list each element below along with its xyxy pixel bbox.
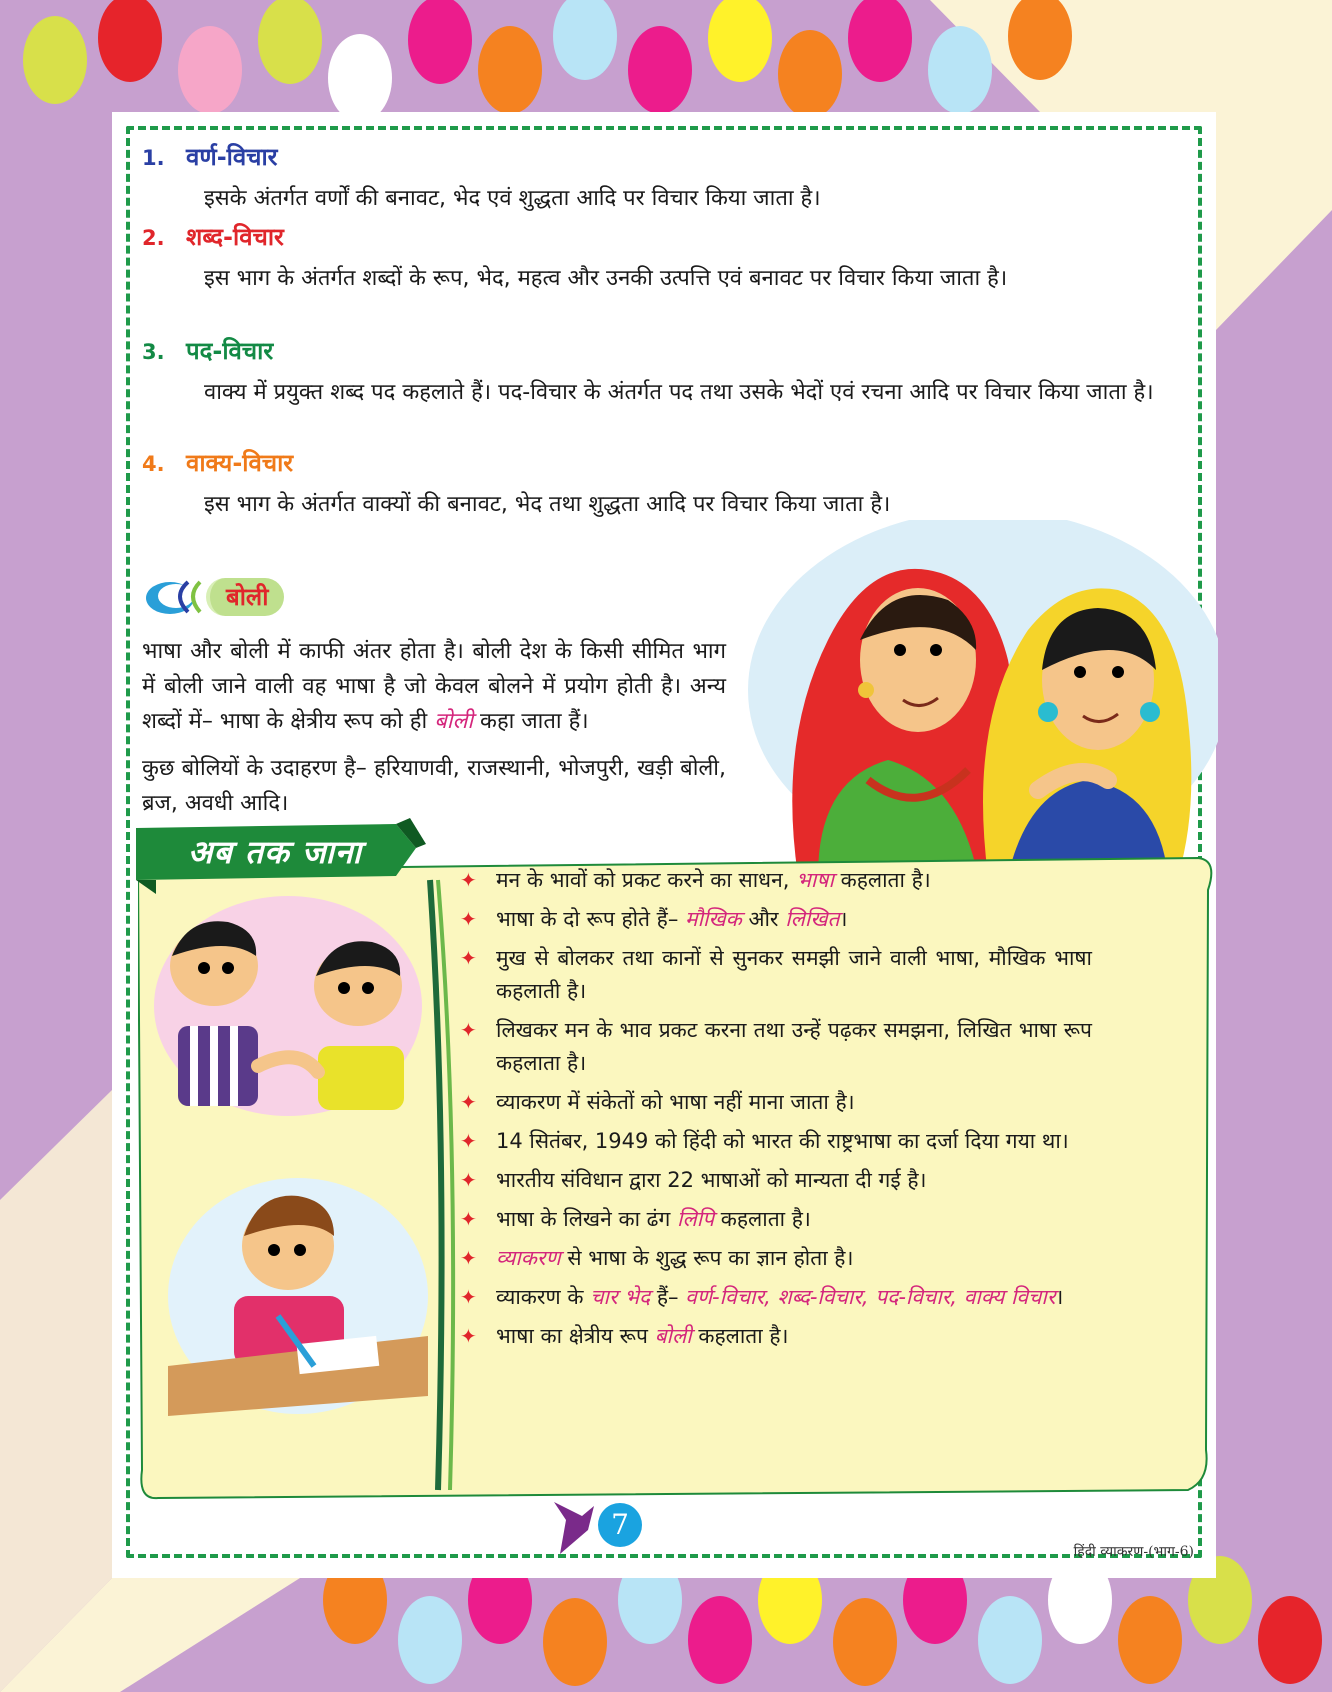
diamond-star-icon: ✦ [460,1168,477,1192]
emphasis-word: लिपि [677,1207,715,1231]
text-run: व्याकरण के [496,1285,591,1309]
text-run: कहा जाता हैं। [473,709,589,734]
section-title: वर्ण-विचार [186,143,278,171]
text-run: भाषा के लिखने का ढंग [496,1207,678,1231]
content-page [112,112,1216,1578]
emphasis-word: भाषा [796,868,834,892]
list-item [458,1086,1092,1119]
list-item [458,1320,1092,1353]
text-run: भाषा का क्षेत्रीय रूप [496,1324,655,1348]
list-item [458,1242,1092,1275]
list-item [458,903,1092,936]
swirl-icon [142,576,212,618]
section-body: वाक्य में प्रयुक्त शब्द पद कहलाते हैं। पद-विचार के अंतर्गत पद तथा उसके भेदों एवं रचना आदि पर विचार किया जाता है। [204,380,1154,405]
illustration-children [148,896,428,1456]
section-vakya-vichar [142,446,1194,523]
text-run: मन के भावों को प्रकट करने का साधन, [496,868,797,892]
section-body: इसके अंतर्गत वर्णों की बनावट, भेद एवं शुद्धता आदि पर विचार किया जाता है। [204,186,821,211]
page-number: 7 [611,1508,629,1541]
diamond-star-icon: ✦ [460,907,477,931]
diamond-star-icon: ✦ [460,1018,477,1042]
list-item [458,1125,1092,1158]
section-number: 4. [142,452,165,476]
section-title: वाक्य-विचार [186,449,294,477]
list-item [458,1014,1092,1080]
text-run: कहलाता है। [691,1324,789,1348]
text-run: भारतीय संविधान द्वारा 22 भाषाओं को मान्यता दी गई है। [496,1168,927,1192]
boli-text [142,634,726,833]
section-pad-vichar [142,334,1194,411]
text-run: और [741,907,786,931]
section-title: शब्द-विचार [186,223,284,251]
emphasis-word: बोली [434,709,474,734]
emphasis-word: वर्ण-विचार, शब्द-विचार, पद-विचार, वाक्य विचार [685,1285,1056,1309]
emphasis-word: बोली [654,1324,692,1348]
text-run: हैं– [650,1285,686,1309]
diamond-star-icon: ✦ [460,1207,477,1231]
list-item [458,942,1092,1008]
list-item [458,864,1092,897]
section-body: इस भाग के अंतर्गत शब्दों के रूप, भेद, महत्व और उनकी उत्पत्ति एवं बनावट पर विचार किया जाता है। [204,266,1008,291]
emphasis-word: लिखित [785,907,840,931]
emphasis-word: व्याकरण [496,1246,561,1270]
text-run: मुख से बोलकर तथा कानों से सुनकर समझी जाने वाली भाषा, मौखिक भाषा कहलाती है। [496,946,1092,1003]
text-run: कहलाता है। [714,1207,811,1231]
recap-facts-list [458,864,1092,1359]
boli-paragraph [142,634,726,739]
text-run: । [1055,1285,1064,1309]
section-number: 1. [142,146,165,170]
section-number: 2. [142,226,165,250]
section-heading [142,140,1194,173]
text-run: व्याकरण में संकेतों को भाषा नहीं माना जाता है। [496,1090,855,1114]
diamond-star-icon: ✦ [460,868,477,892]
boli-title: बोली [206,578,284,616]
section-heading [142,220,1194,253]
text-run: । [839,907,848,931]
list-item [458,1203,1092,1236]
diamond-star-icon: ✦ [460,1246,477,1270]
text-run: कहलाता है। [833,868,931,892]
section-shabd-vichar [142,220,1194,297]
section-heading [142,446,1194,479]
diamond-star-icon: ✦ [460,1129,477,1153]
section-varna-vichar [142,140,1194,217]
diamond-star-icon: ✦ [460,1324,477,1348]
emphasis-word: मौखिक [685,907,742,931]
section-body: इस भाग के अंतर्गत वाक्यों की बनावट, भेद तथा शुद्धता आदि पर विचार किया जाता है। [204,492,891,517]
section-number: 3. [142,340,165,364]
text-run: से भाषा के शुद्ध रूप का ज्ञान होता है। [560,1246,854,1270]
text-run: लिखकर मन के भाव प्रकट करना तथा उन्हें पढ़कर समझना, लिखित भाषा रूप कहलाता है। [496,1018,1092,1075]
list-item [458,1281,1092,1314]
recap-title: अब तक जाना [188,833,362,871]
text-run: भाषा और बोली में काफी अंतर होता है। बोली देश के किसी सीमित भाग में बोली जाने वाली वह भाषा है जो केवल बोलने में प्रयोग होती है। अन्य शब्दों में– भाषा के क्षेत्रीय रूप को ही [142,639,726,734]
text-run: भाषा के दो रूप होते हैं– [496,907,686,931]
text-run: 14 सितंबर, 1949 को हिंदी को भारत की राष्ट्रभाषा का दर्जा दिया गया था। [496,1129,1069,1153]
diamond-star-icon: ✦ [460,1285,477,1309]
list-item [458,1164,1092,1197]
emphasis-word: चार भेद [590,1285,651,1309]
diamond-star-icon: ✦ [460,1090,477,1114]
boli-examples: कुछ बोलियों के उदाहरण है– हरियाणवी, राजस्थानी, भोजपुरी, खड़ी बोली, ब्रज, अवधी आदि। [142,756,726,816]
illustration-two-women [738,520,1218,876]
section-title: पद-विचार [186,337,274,365]
boli-heading [142,576,292,618]
section-heading [142,334,1194,367]
footer-book-title: हिंदी व्याकरण-(भाग-6) [1073,1544,1194,1560]
diamond-star-icon: ✦ [460,946,477,970]
